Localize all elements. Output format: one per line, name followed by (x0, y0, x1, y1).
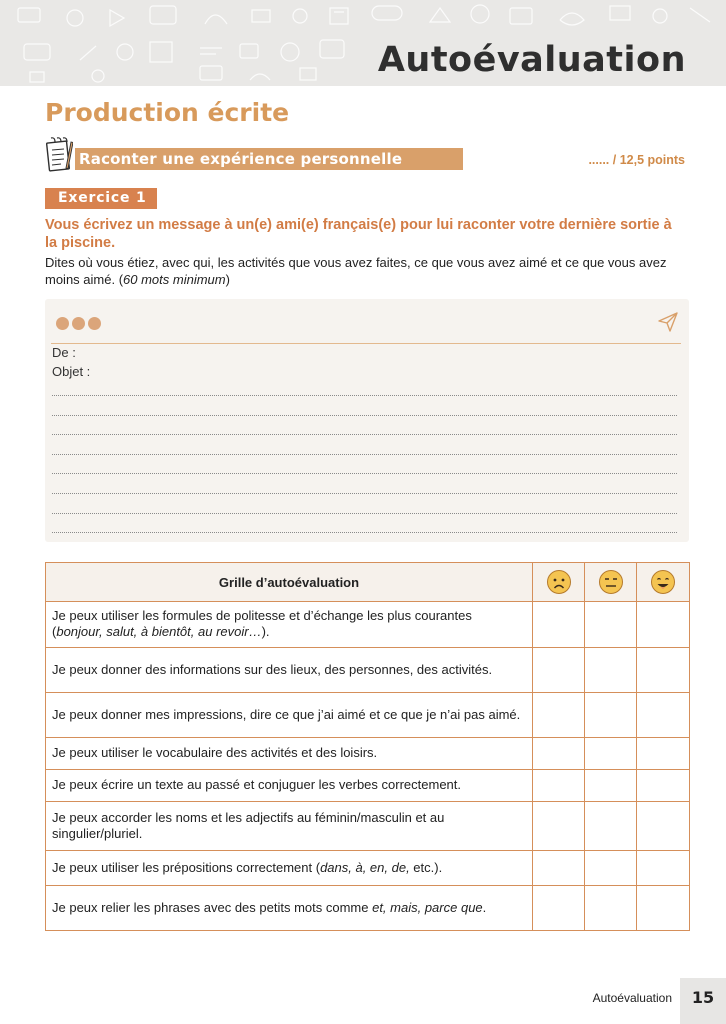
rating-box-sad[interactable] (533, 851, 585, 886)
writing-line[interactable] (52, 473, 677, 474)
rating-box-happy[interactable] (637, 738, 690, 770)
rating-box-sad[interactable] (533, 738, 585, 770)
rating-box-sad[interactable] (533, 693, 585, 738)
exercise-instructions (45, 254, 685, 288)
window-dots (56, 317, 104, 331)
pencil-notepad-icon (45, 136, 73, 174)
criterion-main: Je peux donner mes impressions, dire ce que j’ai aimé et ce que je n’ai pas aimé. (52, 706, 521, 722)
criterion-main: Je peux relier les phrases avec des petits mots comme (52, 899, 373, 915)
rating-box-happy[interactable] (637, 770, 690, 802)
criterion-main: Je peux accorder les noms et les adjectifs au féminin/masculin et au singulier/pluriel. (52, 809, 445, 841)
rating-box-neutral[interactable] (585, 770, 637, 802)
criterion-text (46, 802, 533, 851)
instructions-text: Dites où vous étiez, avec qui, les activités que vous avez faites, ce que vous avez aimé et ce que vous avez moins aimé. ( (45, 255, 667, 287)
message-box (45, 299, 689, 542)
self-assessment-grid (45, 562, 690, 931)
criterion-row (46, 693, 690, 738)
send-icon (657, 311, 679, 333)
rating-box-neutral[interactable] (585, 802, 637, 851)
rating-box-neutral[interactable] (585, 648, 637, 693)
criterion-end: . (482, 899, 487, 915)
subject-label: Objet : (52, 364, 91, 379)
grid-header-row (46, 563, 690, 602)
rating-box-neutral[interactable] (585, 738, 637, 770)
criterion-main: Je peux donner des informations sur des lieux, des personnes, des activités. (52, 661, 493, 677)
criterion-text (46, 648, 533, 693)
rating-box-happy[interactable] (637, 802, 690, 851)
criterion-end: etc.). (409, 859, 443, 875)
rating-box-happy[interactable] (637, 851, 690, 886)
message-divider (51, 343, 681, 344)
window-dot-icon (56, 317, 69, 330)
rating-box-happy[interactable] (637, 648, 690, 693)
criterion-row (46, 851, 690, 886)
rating-box-neutral[interactable] (585, 886, 637, 931)
rating-box-sad[interactable] (533, 886, 585, 931)
grid-title: Grille d’autoévaluation (46, 563, 533, 602)
from-label: De : (52, 345, 76, 360)
criterion-examples: bonjour, salut, à bientôt, au revoir… (56, 624, 262, 639)
grid-face-header (585, 563, 637, 602)
page-heading: Autoévaluation (377, 40, 686, 80)
rating-box-sad[interactable] (533, 770, 585, 802)
criterion-main: Je peux utiliser les prépositions correctement ( (52, 859, 321, 875)
criterion-main: Je peux utiliser le vocabulaire des activités et des loisirs. (52, 745, 378, 760)
criterion-text (46, 602, 533, 648)
criterion-main: Je peux écrire un texte au passé et conjuguer les verbes correctement. (52, 777, 461, 792)
instructions-word-count: 60 mots minimum (123, 272, 226, 287)
window-dot-icon (72, 317, 85, 330)
window-dot-icon (88, 317, 101, 330)
criterion-examples: dans, à, en, de, (320, 859, 410, 875)
writing-line[interactable] (52, 513, 677, 514)
writing-line[interactable] (52, 395, 677, 396)
exercise-prompt: Vous écrivez un message à un(e) ami(e) français(e) pour lui raconter votre dernière sortie à la piscine. (45, 217, 672, 251)
page-number: 15 (680, 978, 726, 1024)
neutral-face-icon (598, 569, 624, 595)
grid-face-header (533, 563, 585, 602)
rating-box-happy[interactable] (637, 693, 690, 738)
criterion-examples: et, mais, parce que (372, 899, 483, 915)
criterion-row (46, 602, 690, 648)
criterion-text (46, 851, 533, 886)
task-banner: Raconter une expérience personnelle (75, 148, 463, 170)
criterion-row (46, 738, 690, 770)
rating-box-happy[interactable] (637, 886, 690, 931)
points-score: ...... / 12,5 points (588, 153, 685, 167)
writing-line[interactable] (52, 454, 677, 455)
grid-face-header (637, 563, 690, 602)
criterion-row (46, 648, 690, 693)
exercise-badge: Exercice 1 (45, 188, 157, 209)
writing-line[interactable] (52, 434, 677, 435)
rating-box-sad[interactable] (533, 648, 585, 693)
task-row (45, 134, 685, 174)
criterion-row (46, 770, 690, 802)
footer-label: Autoévaluation (592, 991, 672, 1005)
rating-box-sad[interactable] (533, 602, 585, 648)
rating-box-sad[interactable] (533, 802, 585, 851)
section-title: Production écrite (45, 98, 290, 127)
happy-face-icon (650, 569, 676, 595)
criterion-text (46, 770, 533, 802)
criterion-end: ). (261, 624, 270, 639)
writing-line[interactable] (52, 493, 677, 494)
criterion-text (46, 738, 533, 770)
writing-line[interactable] (52, 532, 677, 533)
rating-box-neutral[interactable] (585, 602, 637, 648)
criterion-row (46, 802, 690, 851)
grid-body (46, 602, 690, 931)
criterion-row (46, 886, 690, 931)
header-band (0, 0, 726, 86)
rating-box-neutral[interactable] (585, 693, 637, 738)
criterion-text (46, 886, 533, 931)
rating-box-neutral[interactable] (585, 851, 637, 886)
writing-line[interactable] (52, 415, 677, 416)
criterion-text (46, 693, 533, 738)
rating-box-happy[interactable] (637, 602, 690, 648)
instructions-end: ) (225, 272, 230, 287)
sad-face-icon (546, 569, 572, 595)
criterion-main: Je peux utiliser les formules de politesse et d’échange les plus courantes ( (52, 608, 472, 639)
